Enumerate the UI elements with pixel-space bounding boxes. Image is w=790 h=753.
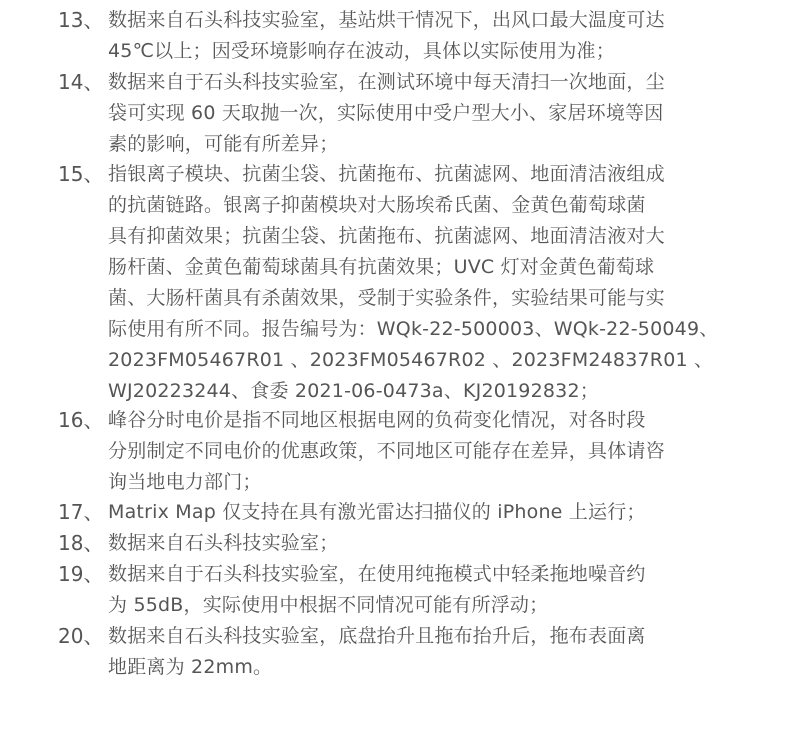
footnote-number: 15、	[58, 162, 104, 186]
footnote-line: 数据来自于石头科技实验室，在测试环境中每天清扫一次地面，尘	[108, 71, 665, 93]
footnote-number: 16、	[58, 408, 104, 432]
footnote-line: 具有抑菌效果；抗菌尘袋、抗菌拖布、抗菌滤网、地面清洁液对大	[108, 225, 665, 247]
footnote-number: 17、	[58, 500, 104, 524]
footnote-line: 地距离为 22mm。	[108, 656, 273, 678]
footnote-line: Matrix Map 仅支持在具有激光雷达扫描仪的 iPhone 上运行；	[108, 501, 646, 523]
footnote-number: 20、	[58, 624, 104, 648]
footnote-line: 菌、大肠杆菌具有杀菌效果，受制于实验条件，实验结果可能与实	[108, 287, 665, 309]
footnote-number: 13、	[58, 8, 104, 32]
footnote-line: 数据来自石头科技实验室，底盘抬升且拖布抬升后，拖布表面离	[108, 625, 646, 647]
footnote-line: 45℃以上；因受环境影响存在波动，具体以实际使用为准；	[108, 40, 615, 62]
footnote-line: 际使用有所不同。报告编号为：WQk-22-500003、WQk-22-50049、	[108, 318, 719, 340]
footnote-line: 数据来自石头科技实验室，基站烘干情况下，出风口最大温度可达	[108, 9, 665, 31]
footnote-line: 询当地电力部门；	[108, 471, 262, 493]
footnote-line: 数据来自于石头科技实验室，在使用纯拖模式中轻柔拖地噪音约	[108, 563, 646, 585]
footnote-line: 分别制定不同电价的优惠政策，不同地区可能存在差异，具体请咨	[108, 440, 665, 462]
footnote-number: 14、	[58, 70, 104, 94]
footnote-line: 2023FM05467R01 、2023FM05467R02 、2023FM24837R01 、	[108, 349, 714, 371]
footnote-line: 袋可实现 60 天取抛一次，实际使用中受户型大小、家居环境等因	[108, 102, 664, 124]
footnote-line: 的抗菌链路。银离子抑菌模块对大肠埃希氏菌、金黄色葡萄球菌	[108, 194, 646, 216]
footnote-line: 素的影响，可能有所差异；	[108, 133, 339, 155]
footnote-line: 为 55dB，实际使用中根据不同情况可能有所浮动；	[108, 594, 549, 616]
footnote-line: WJ20223244、食委 2021-06-0473a、KJ20192832；	[108, 380, 599, 402]
footnote-line: 峰谷分时电价是指不同地区根据电网的负荷变化情况，对各时段	[108, 409, 646, 431]
footnote-number: 19、	[58, 562, 104, 586]
footnote-line: 肠杆菌、金黄色葡萄球菌具有抗菌效果；UVC 灯对金黄色葡萄球	[108, 256, 655, 278]
footnote-line: 指银离子模块、抗菌尘袋、抗菌拖布、抗菌滤网、地面清洁液组成	[108, 163, 665, 185]
footnote-line: 数据来自石头科技实验室；	[108, 532, 339, 554]
footnote-number: 18、	[58, 531, 104, 555]
